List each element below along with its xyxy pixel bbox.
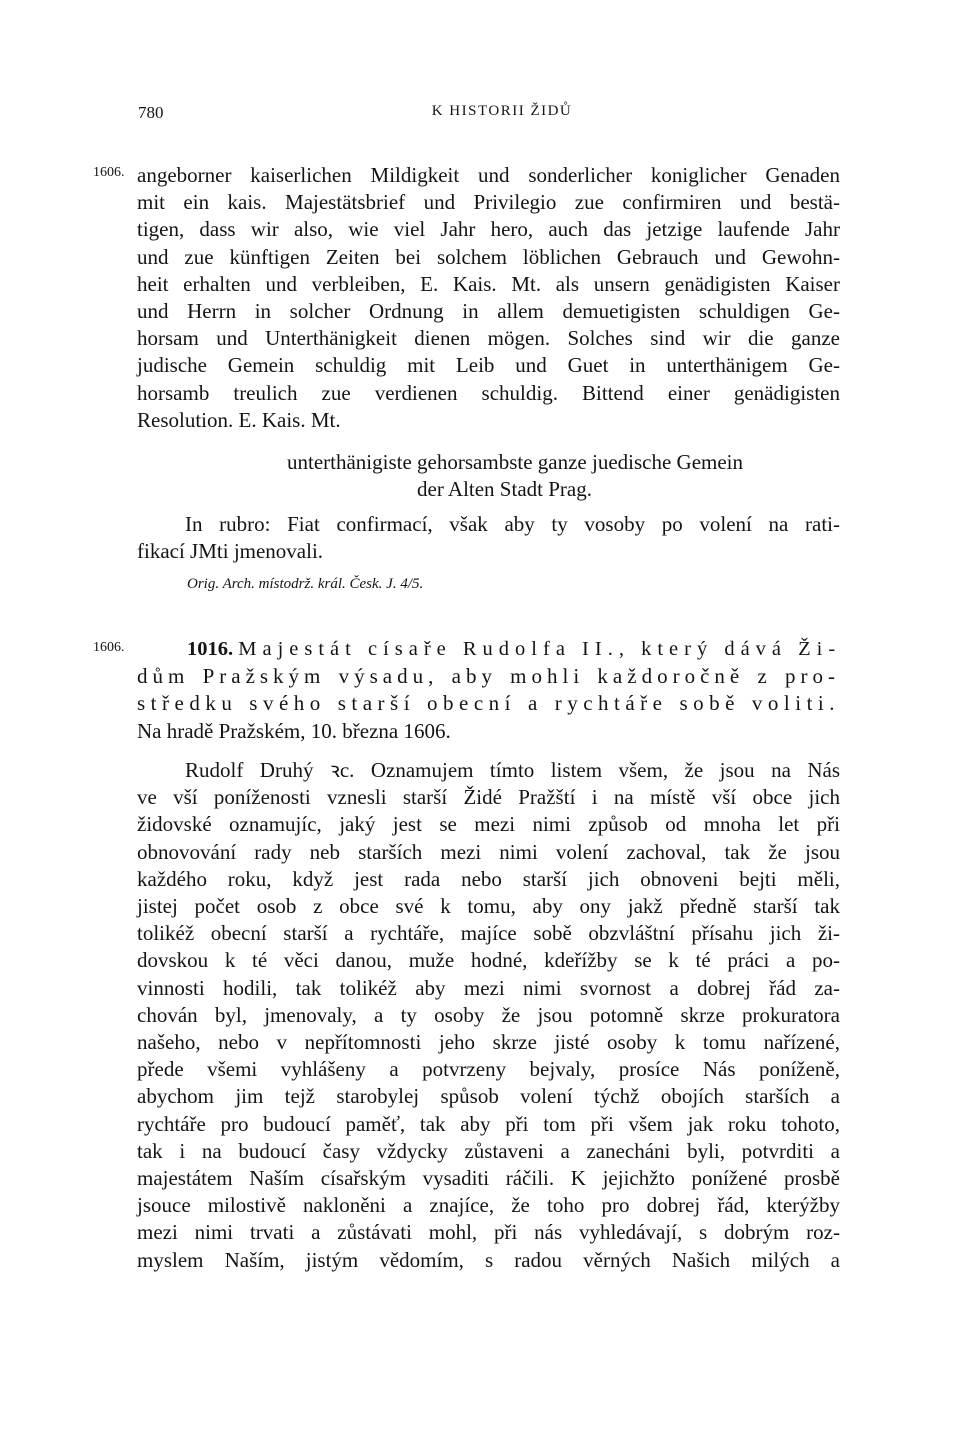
petition-line: Resolution. E. Kais. Mt.	[137, 407, 341, 432]
in-rubro-note	[137, 511, 840, 565]
body-line: každého roku, když jest rada nebo starší jich obnoveni bejti měli,	[137, 866, 840, 891]
margin-year-1606-first: 1606.	[93, 165, 125, 180]
body-line: rychtáře pro budoucí paměť, tak aby při tom při všem jak roku tohoto,	[137, 1111, 840, 1136]
margin-year-1606-second: 1606.	[93, 640, 125, 655]
body-line: mezi nimi trvati a zůstávati mohl, při nás vyhledávají, s dobrým roz-	[137, 1220, 840, 1245]
page-number: 780	[138, 103, 164, 122]
petition-line: und zue künftigen Zeiten bei solchem löblichen Gebrauch und Gewohn-	[137, 244, 840, 269]
petition-line: horsamb treulich zue verdienen schuldig. Bittend einer genädigisten	[137, 380, 840, 405]
petition-line: judische Gemein schuldig mit Leib und Guet in unterthänigem Ge-	[137, 353, 840, 378]
body-line: ve vší poníženosti vznesli starší Židé Pražští i na místě vší obce jich	[137, 785, 840, 810]
petition-line: mit ein kais. Majestätsbrief und Privilegio zue confirmiren und bestä-	[137, 190, 840, 215]
body-line: našeho, nebo v nepřítomnosti jeho skrze jisté osoby k tomu nařízené,	[137, 1030, 840, 1055]
document-1016-body	[137, 757, 840, 1274]
petition-line: horsam und Unterthänigkeit dienen mögen. Solches sind wir die ganze	[137, 326, 840, 351]
body-line: tak i na budoucí časy vždycky zůstaveni a zanecháni byli, potvrditi a	[137, 1138, 840, 1163]
body-line: majestátem Naším císařským vysaditi ráčili. K jejichžto ponížené prosbě	[137, 1166, 840, 1191]
place-date: Na hradě Pražském, 10. března 1606.	[137, 718, 451, 743]
document-number: 1016.	[187, 638, 234, 660]
heading-line: dům Pražským výsadu, aby mohli každoročně z pro-	[137, 664, 840, 689]
body-line: dovskou k té věci danou, muže hodné, kdeřížby se k té práci a po-	[137, 948, 840, 973]
body-line: přede všemi vyhlášeny a potvrzeny bejvaly, prosíce Nás poníženě,	[137, 1057, 840, 1082]
petition-paragraph	[137, 162, 840, 434]
body-line: jsouce milostivě nakloněni a znajíce, že toho pro dobrej řád, kterýžby	[137, 1193, 840, 1218]
document-1016-heading	[137, 636, 840, 745]
body-line: tolikéž obecní starší a rychtáře, majíce sobě obzvláštní přísahu jich ži-	[137, 921, 840, 946]
petition-line: und Herrn in solcher Ordnung in allem demuetigisten schuldigen Ge-	[137, 299, 840, 324]
body-line: chován byl, jmenovaly, a ty osoby že jsou potomně skrze prokuratora	[137, 1002, 840, 1027]
body-line: abychom jim tejž starobylej spůsob volení týchž obojích starších a	[137, 1084, 840, 1109]
petition-line: tigen, dass wir also, wie viel Jahr hero, auch das jetzige laufende Jahr	[137, 217, 840, 242]
petition-line: heit erhalten und verbleiben, E. Kais. Mt. als unsern genädigisten Kaiser	[137, 271, 840, 296]
source-line: Orig. Arch. místodrž. král. Česk. J. 4/5.	[187, 576, 424, 592]
body-line: vinnosti hodili, tak tolikéž aby mezi nimi svornost a dobrej řád za-	[137, 975, 840, 1000]
heading-line: středku svého starší obecní a rychtáře sobě voliti.	[137, 691, 840, 716]
heading-line-first	[137, 636, 840, 663]
running-title: K HISTORII ŽIDŮ	[431, 103, 573, 119]
signature-line: unterthänigiste gehorsambste ganze juedische Gemein	[287, 450, 744, 474]
heading-text: Majestát císaře Rudolfa II., který dává Ži-	[238, 638, 842, 660]
body-line: myslem Naším, jistým vědomím, s radou věrných Našich milých a	[137, 1247, 840, 1272]
body-line: židovské oznamujíc, jaký jest se mezi nimi způsob od mnoha let při	[137, 812, 840, 837]
rubro-line: In rubro: Fiat confirmací, však aby ty vosoby po volení na rati-	[185, 512, 840, 536]
body-line: obnovování rady neb starších mezi nimi volení zachoval, tak že jsou	[137, 839, 840, 864]
rubro-line: fikací JMti jmenovali.	[137, 539, 324, 564]
body-line: jistej počet osob z obce své k tomu, aby ony jakž předně starší tak	[137, 894, 840, 919]
page-header	[138, 103, 838, 133]
petition-signature	[137, 449, 840, 503]
petition-line: angeborner kaiserlichen Mildigkeit und sonderlicher koniglicher Genaden	[137, 163, 840, 187]
signature-line: der Alten Stadt Prag.	[417, 477, 592, 502]
body-line: Rudolf Druhý ꝛc. Oznamujem tímto listem všem, že jsou na Nás	[185, 758, 840, 782]
source-citation	[137, 571, 840, 598]
